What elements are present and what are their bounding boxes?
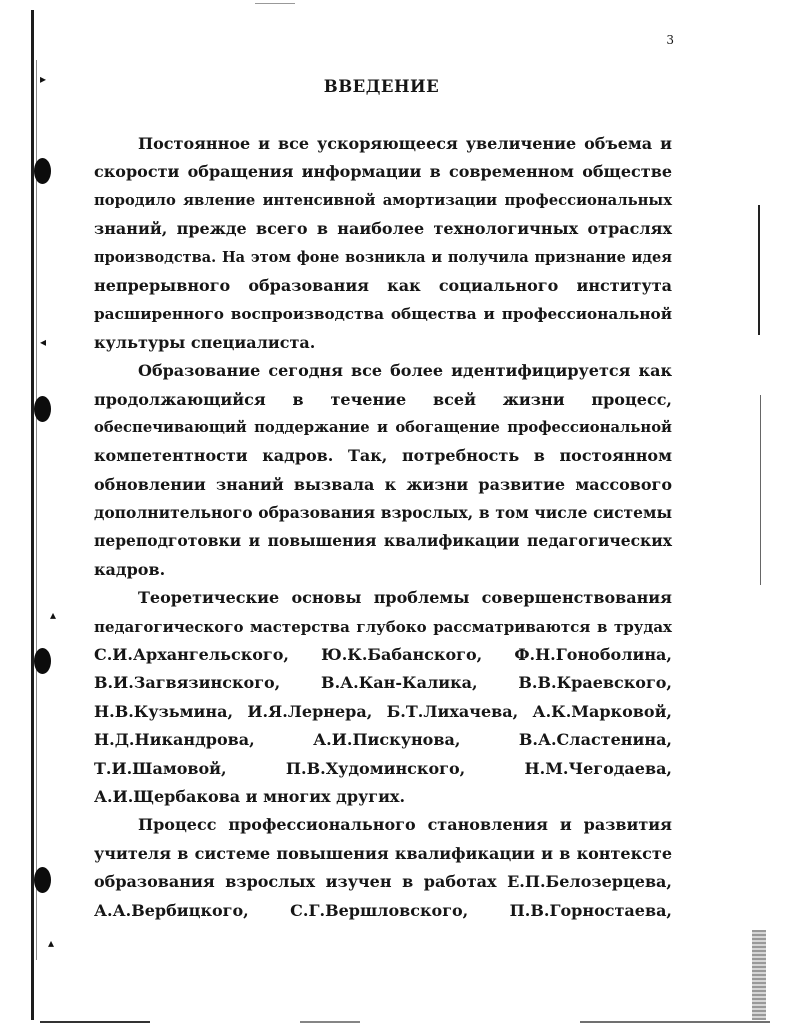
text-line: А.И.Щербакова и многих других. [94,786,406,806]
paragraph-2 [94,357,672,584]
text-line: кадров. [94,559,166,579]
scan-edge-right-faint [760,395,761,585]
text-line: Т.И.Шамовой, П.В.Худоминского, Н.М.Чегодаева, [94,758,672,778]
text-line: расширенного воспроизводства общества и профессиональной [94,305,672,324]
text-line: Процесс профессионального становления и развития [138,815,672,835]
punch-hole-3 [34,648,51,674]
binder-mark-2: ◂ [40,335,47,349]
text-line: компетентности кадров. Так, потребность в постоянном [94,446,672,466]
text-line: знаний, прежде всего в наиболее технологичных отраслях [94,219,672,239]
punch-hole-2 [34,396,51,422]
binder-mark-4: ▴ [48,936,55,950]
text-line: учителя в системе повышения квалификации и в контексте [94,843,672,863]
page-number: 3 [666,33,674,47]
scan-edge-left [31,10,34,1020]
text-line: скорости обращения информации в современном обществе [94,162,672,182]
scan-edge-bottom-3 [580,1021,770,1023]
text-line: В.И.Загвязинского, В.А.Кан-Калика, В.В.Краевского, [94,673,672,693]
scan-edge-top [255,3,295,4]
text-line: С.И.Архангельского, Ю.К.Бабанского, Ф.Н.Гоноболина, [94,645,672,665]
text-line: продолжающийся в течение всей жизни процесс, [94,389,672,409]
text-line: Н.В.Кузьмина, И.Я.Лернера, Б.Т.Лихачева, А.К.Марковой, [94,701,672,721]
text-line: педагогического мастерства глубоко рассматриваются в трудах [94,617,672,636]
text-line: обеспечивающий поддержание и обогащение профессиональной [94,418,672,436]
scan-smudge [752,930,766,1020]
text-line: образования взрослых изучен в работах Е.П.Белозерцева, [94,872,672,892]
paragraph-3 [94,584,672,811]
scan-edge-right [758,205,760,335]
binder-mark-1: ▸ [40,72,47,86]
text-line: Н.Д.Никандрова, А.И.Пискунова, В.А.Сластенина, [94,730,672,750]
text-line: Постоянное и все ускоряющееся увеличение объема и [138,134,672,153]
scan-edge-bottom-2 [300,1021,360,1023]
text-line: породило явление интенсивной амортизации профессиональных [94,191,672,209]
punch-hole-4 [34,867,51,893]
scan-edge-bottom-1 [40,1021,150,1023]
text-line: производства. На этом фоне возникла и получила признание идея [94,248,672,266]
punch-hole-1 [34,158,51,184]
text-line: обновлении знаний вызвала к жизни развитие массового [94,474,672,494]
text-line: Образование сегодня все более идентифицируется как [138,361,672,381]
page-title: ВВЕДЕНИЕ [323,77,440,96]
body-text [94,130,672,925]
text-line: непрерывного образования как социального института [94,275,672,295]
paragraph-4 [94,811,672,925]
text-line: Теоретические основы проблемы совершенствования [138,588,672,608]
text-line: дополнительного образования взрослых, в том числе системы [94,503,672,523]
text-line: А.А.Вербицкого, С.Г.Вершловского, П.В.Горностаева, [94,900,672,920]
text-line: культуры специалиста. [94,332,316,352]
binder-mark-3: ▴ [50,608,57,622]
scan-edge-left-faint [36,60,37,960]
paragraph-1 [94,130,672,357]
text-line: переподготовки и повышения квалификации педагогических [94,531,672,551]
